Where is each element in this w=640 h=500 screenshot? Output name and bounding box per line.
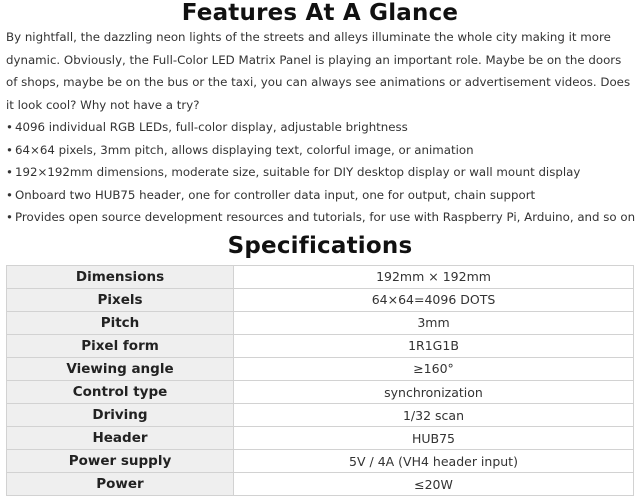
spec-label: Control type (7, 380, 234, 403)
spec-label: Pixel form (7, 334, 234, 357)
spec-label: Viewing angle (7, 357, 234, 380)
features-list (6, 116, 634, 229)
spec-row (7, 404, 634, 427)
spec-row (7, 357, 634, 380)
spec-row (7, 380, 634, 403)
spec-value: 1/32 scan (234, 404, 634, 427)
spec-value: 1R1G1B (234, 334, 634, 357)
spec-label: Power (7, 473, 234, 496)
spec-row (7, 427, 634, 450)
feature-item: • Provides open source development resources and tutorials, for use with Raspberry Pi, Arduino, and so on (6, 206, 634, 229)
spec-value: ≥160° (234, 357, 634, 380)
spec-value: 192mm × 192mm (234, 265, 634, 288)
spec-label: Pitch (7, 311, 234, 334)
feature-item: • Onboard two HUB75 header, one for controller data input, one for output, chain support (6, 184, 634, 207)
spec-row (7, 288, 634, 311)
spec-value: HUB75 (234, 427, 634, 450)
spec-label: Power supply (7, 450, 234, 473)
spec-value: 64×64=4096 DOTS (234, 288, 634, 311)
spec-value: 5V / 4A (VH4 header input) (234, 450, 634, 473)
feature-item: • 192×192mm dimensions, moderate size, suitable for DIY desktop display or wall mount display (6, 161, 634, 184)
spec-label: Pixels (7, 288, 234, 311)
spec-row (7, 334, 634, 357)
specifications-heading: Specifications (227, 232, 413, 259)
spec-value: ≤20W (234, 473, 634, 496)
spec-row (7, 311, 634, 334)
specifications-table (6, 265, 634, 497)
spec-value: 3mm (234, 311, 634, 334)
feature-item: • 4096 individual RGB LEDs, full-color display, adjustable brightness (6, 116, 634, 139)
spec-label: Dimensions (7, 265, 234, 288)
spec-row (7, 450, 634, 473)
spec-row (7, 473, 634, 496)
features-heading: Features At A Glance (181, 0, 459, 26)
spec-row (7, 265, 634, 288)
spec-label: Header (7, 427, 234, 450)
feature-item: • 64×64 pixels, 3mm pitch, allows displaying text, colorful image, or animation (6, 139, 634, 162)
features-intro-paragraph: By nightfall, the dazzling neon lights of the streets and alleys illuminate the whole city making it more dynamic. Obviously, the Full-Color LED Matrix Panel is playing an important role. Maybe be on the doors of shops, maybe be on the bus or the taxi, you can always see animations or advertisement videos. Does it look cool? Why not have a try? (6, 30, 631, 112)
spec-value: synchronization (234, 380, 634, 403)
spec-label: Driving (7, 404, 234, 427)
